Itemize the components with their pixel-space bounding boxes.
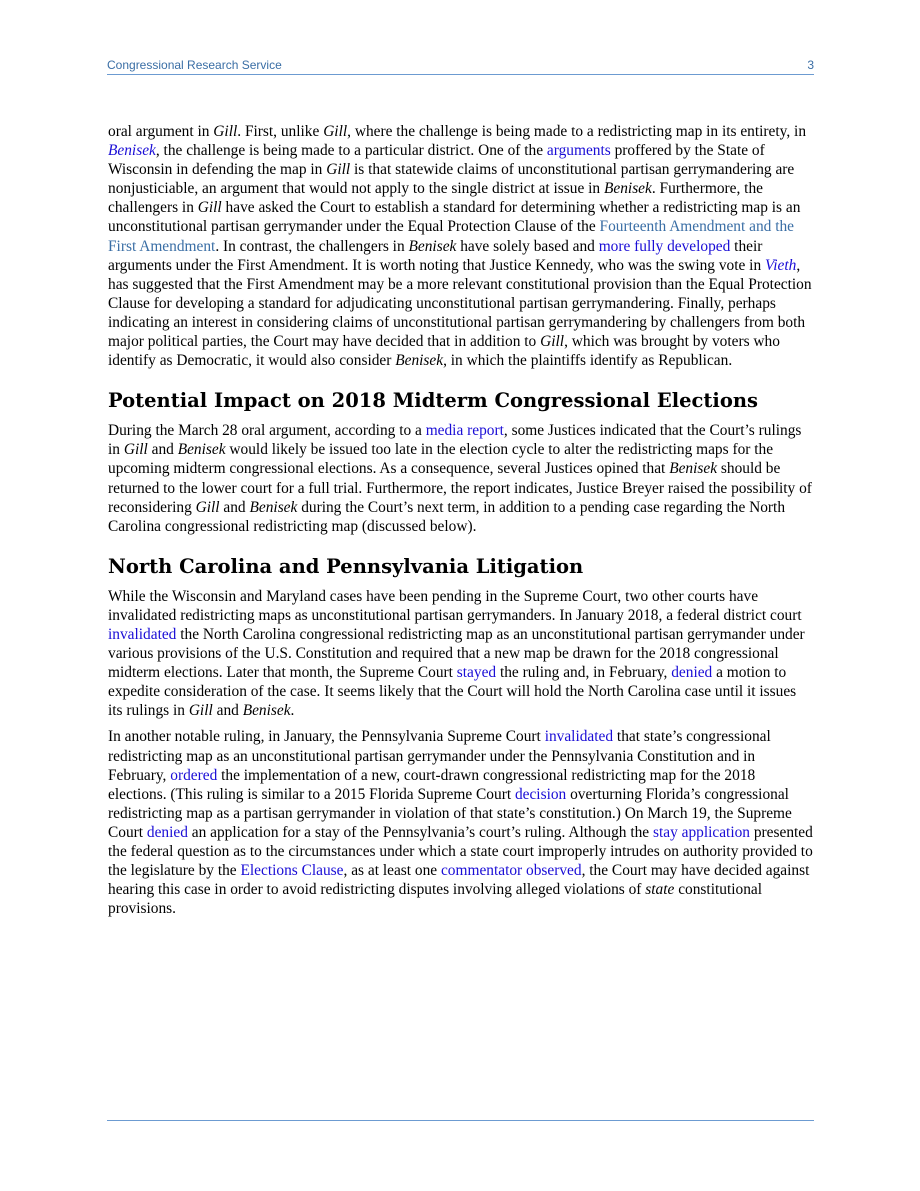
text: an application for a stay of the Pennsylvania’s court’s ruling. Although the — [187, 823, 653, 841]
case-name: Gill — [213, 123, 238, 140]
text: oral argument in — [108, 123, 214, 140]
paragraph-north-carolina — [108, 587, 814, 721]
text: , has suggested that the First Amendment may be a more relevant constitutional provision than the Equal Protection Clause for developing a standard for adjudicating unconstitutional partisan gerrymandering. Finally, perhaps indicating an interest in considering claims of unconstitutional partisan gerrymandering by challengers from both major political parties, the Court may have decided that in addition to — [108, 256, 812, 351]
text: , where the challenge is being made to a redistricting map in its entirety, in — [347, 123, 807, 140]
invalidated-link[interactable]: invalidated — [108, 625, 177, 643]
ordered-link[interactable]: ordered — [170, 766, 218, 784]
text: the North Carolina congressional redistricting map as an unconstitutional partisan gerrymander under various provisions of the U.S. Constitution and required that a new map be drawn for the 2018 congressional midterm elections. Later that month, the Supreme Court — [108, 625, 805, 682]
case-name: Benisek — [669, 460, 718, 478]
text: In another notable ruling, in January, the Pennsylvania Supreme Court — [108, 728, 545, 746]
text: . In contrast, the challengers in — [215, 237, 409, 255]
case-name: Benisek — [408, 237, 457, 255]
text: , as at least one — [343, 862, 441, 880]
page-header — [107, 58, 814, 74]
case-name: Benisek — [249, 498, 298, 516]
heading-nc-pa-litigation: North Carolina and Pennsylvania Litigation — [108, 554, 584, 578]
pa-denied-link[interactable]: denied — [146, 823, 188, 841]
text: presented the federal question as to the circumstances under which a state court improperly intrudes on authority provided to the legislature by the — [108, 823, 813, 880]
case-name: Gill — [123, 441, 148, 459]
elections-clause-link[interactable]: Elections Clause — [240, 862, 344, 880]
paragraph-pennsylvania — [108, 727, 814, 918]
text: and — [219, 498, 250, 516]
case-name: Gill — [540, 333, 565, 351]
paragraph-potential-impact — [108, 421, 814, 536]
text: . Furthermore, the challengers in — [108, 180, 763, 217]
text: is that statewide claims of unconstitutional partisan gerrymandering are nonjusticiable, an argument that would not apply to the single district at issue in — [108, 161, 795, 198]
case-name: Benisek — [242, 702, 291, 720]
case-name: Gill — [195, 498, 220, 516]
case-name: Gill — [323, 123, 348, 140]
text: , in which the plaintiffs identify as Republican. — [443, 352, 733, 370]
text: , the challenge is being made to a particular district. One of the — [155, 142, 547, 160]
header-title: Congressional Research Service — [107, 58, 282, 72]
text: , which was brought by voters who identify as Democratic, it would also consider — [108, 333, 780, 370]
text: , the Court may have decided against hearing this case in order to avoid redistricting disputes involving alleged violations of — [108, 862, 810, 899]
emphasis-state: state — [645, 881, 675, 899]
document-body — [108, 122, 814, 925]
text: . — [290, 702, 295, 720]
pa-invalidated-link[interactable]: invalidated — [544, 728, 614, 746]
text: overturning Florida’s congressional redistricting map as a partisan gerrymander in violation of that state’s constitution.) On March 19, the Supreme Court — [108, 785, 792, 841]
text: constitutional provisions. — [108, 881, 762, 918]
text: the ruling and, in February, — [496, 664, 672, 682]
text: proffered by the State of Wisconsin in defending the map in — [108, 142, 765, 179]
commentator-observed-link[interactable]: commentator observed — [440, 862, 582, 880]
text: and — [212, 702, 243, 720]
text: that state’s congressional redistricting map as an unconstitutional partisan gerrymander under the Pennsylvania Constitution and in February, — [108, 728, 771, 784]
denied-link[interactable]: denied — [671, 664, 713, 682]
text: would likely be issued too late in the election cycle to alter the redistricting maps for the upcoming midterm congressional elections. As a consequence, several Justices opined that — [108, 441, 774, 478]
text: should be returned to the lower court for a full trial. Furthermore, the report indicates, Justice Breyer raised the possibility of reconsidering — [108, 460, 812, 516]
paragraph-gill-benisek-comparison — [108, 122, 814, 370]
text: their arguments under the First Amendment. It is worth noting that Justice Kennedy, who was the swing vote in — [108, 237, 766, 274]
case-name: Gill — [326, 161, 351, 179]
header-divider — [107, 74, 814, 75]
stayed-link[interactable]: stayed — [456, 664, 497, 682]
case-name: Benisek — [603, 180, 652, 198]
more-fully-developed-link[interactable]: more fully developed — [598, 237, 731, 255]
text: a motion to expedite consideration of the case. It seems likely that the Court will hold the North Carolina case until it issues its rulings in — [108, 664, 797, 720]
page-number: 3 — [807, 58, 814, 72]
text: and — [147, 441, 178, 459]
case-name: Gill — [197, 199, 222, 217]
text: have asked the Court to establish a standard for determining whether a redistricting map is an unconstitutional partisan gerrymander under the Equal Protection Clause of the — [108, 199, 801, 236]
case-name: Gill — [188, 702, 213, 720]
benisek-link[interactable]: Benisek — [108, 142, 156, 160]
text: have solely based and — [456, 237, 599, 255]
text: , some Justices indicated that the Court’s rulings in — [108, 422, 802, 459]
footer-divider — [107, 1120, 814, 1121]
case-name: Benisek — [177, 441, 226, 459]
decision-link[interactable]: decision — [514, 785, 567, 803]
heading-potential-impact: Potential Impact on 2018 Midterm Congressional Elections — [108, 389, 758, 413]
vieth-link[interactable]: Vieth — [765, 256, 797, 274]
case-name: Benisek — [395, 352, 444, 370]
text: the implementation of a new, court-drawn congressional redistricting map for the 2018 elections. (This ruling is similar to a 2015 Florida Supreme Court — [108, 766, 756, 803]
text: While the Wisconsin and Maryland cases have been pending in the Supreme Court, two other courts have invalidated redistricting maps as unconstitutional partisan gerrymanders. In January 2018, a federal district court — [108, 587, 802, 624]
text: During the March 28 oral argument, according to a — [108, 422, 426, 440]
amendments-link[interactable]: Fourteenth Amendment and the First Amendment — [108, 218, 794, 255]
stay-application-link[interactable]: stay application — [652, 823, 751, 841]
media-report-link[interactable]: media report — [425, 422, 504, 440]
text: . First, unlike — [237, 123, 324, 140]
arguments-link[interactable]: arguments — [546, 142, 611, 160]
text: during the Court’s next term, in addition to a pending case regarding the North Carolina congressional redistricting map (discussed below). — [108, 498, 786, 535]
